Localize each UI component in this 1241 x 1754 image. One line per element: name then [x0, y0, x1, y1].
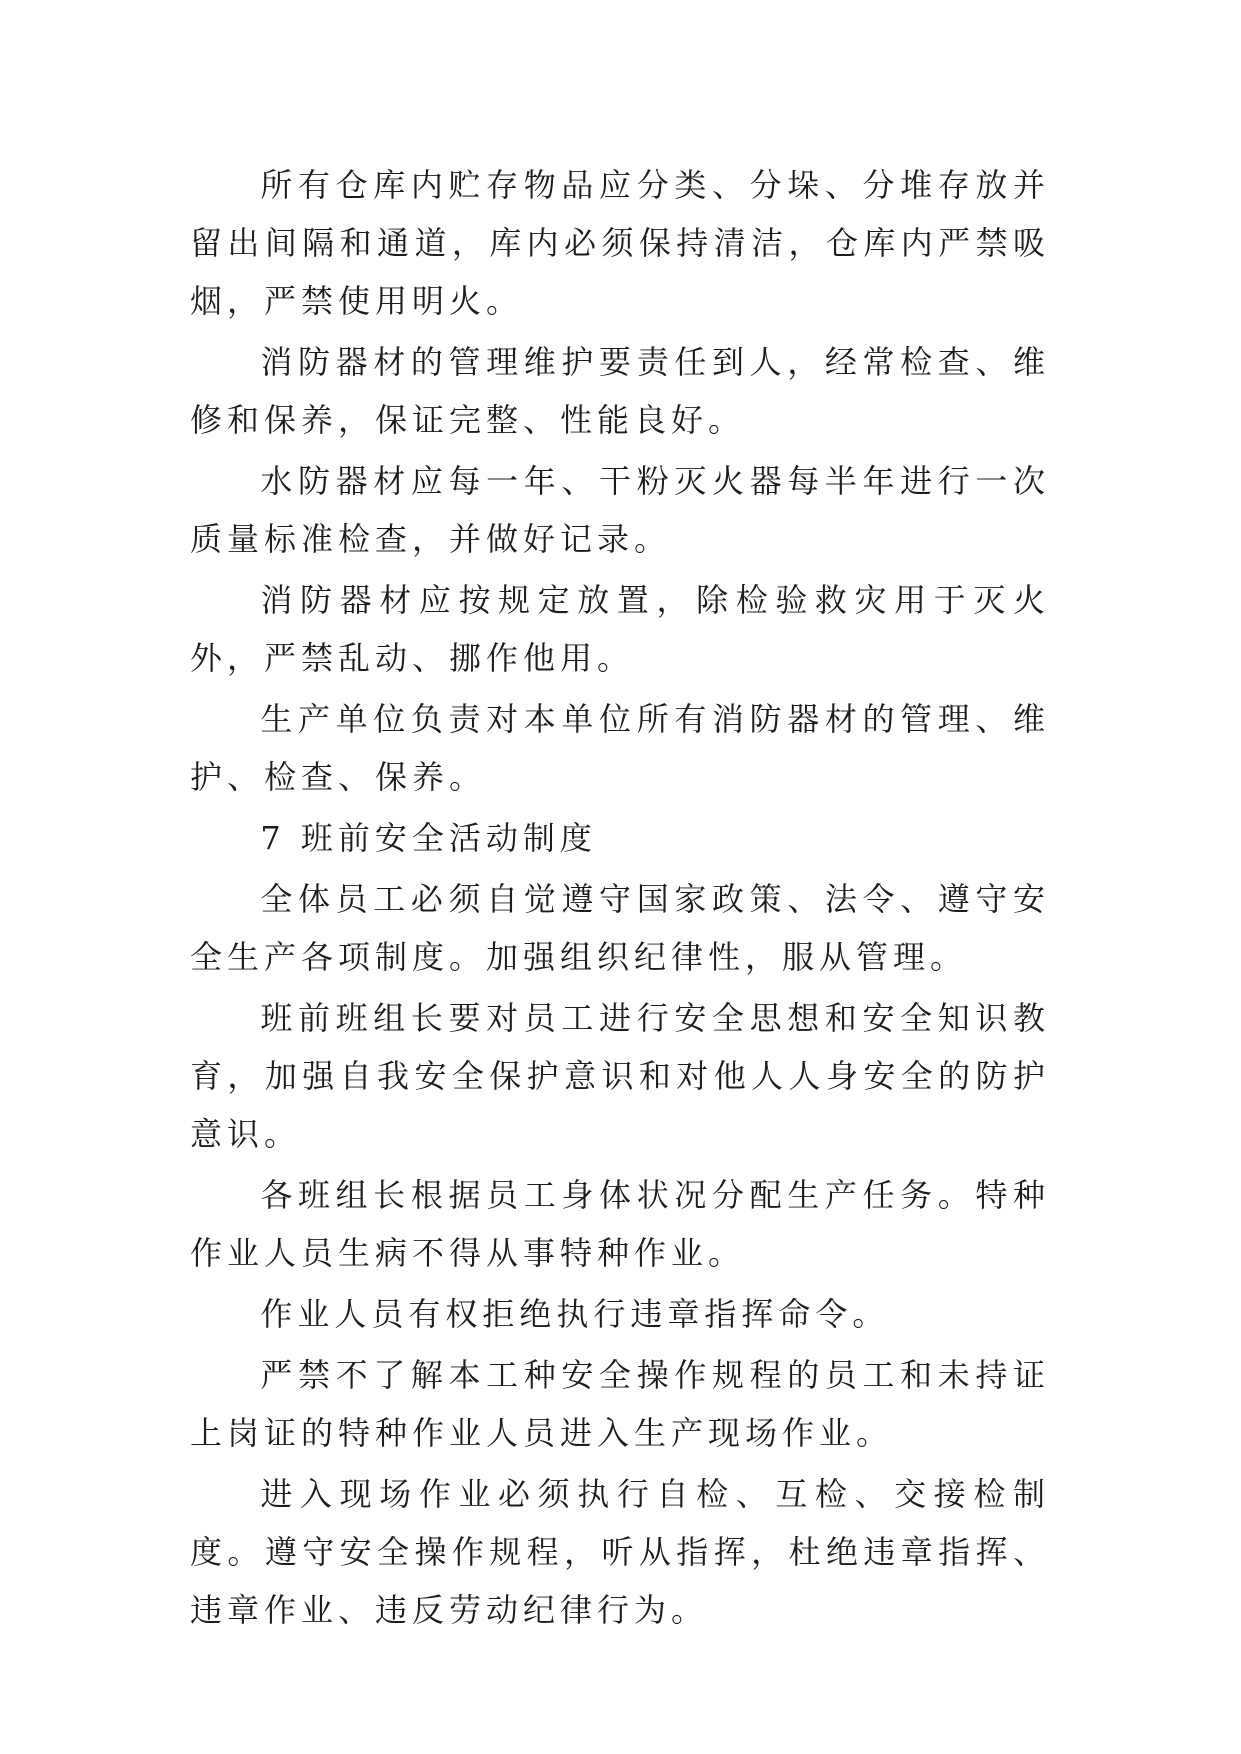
- paragraph: 进入现场作业必须执行自检、互检、交接检制度。遵守安全操作规程，听从指挥，杜绝违章指挥、违章作业、违反劳动纪律行为。: [190, 1475, 1050, 1629]
- section-heading: 7 班前安全活动制度: [260, 819, 597, 857]
- paragraph: 消防器材的管理维护要责任到人，经常检查、维修和保养，保证完整、性能良好。: [190, 343, 1050, 439]
- paragraph: 消防器材应按规定放置，除检验救灾用于灭火外，严禁乱动、挪作他用。: [190, 581, 1050, 677]
- document-body: [190, 156, 1050, 1642]
- paragraph: 全体员工必须自觉遵守国家政策、法令、遵守安全生产各项制度。加强组织纪律性，服从管理。: [190, 880, 1050, 976]
- paragraph: 作业人员有权拒绝执行违章指挥命令。: [260, 1295, 890, 1333]
- paragraph: 所有仓库内贮存物品应分类、分垛、分堆存放并留出间隔和通道，库内必须保持清洁，仓库内严禁吸烟，严禁使用明火。: [190, 166, 1050, 320]
- paragraph: 生产单位负责对本单位所有消防器材的管理、维护、检查、保养。: [190, 700, 1050, 796]
- paragraph: 水防器材应每一年、干粉灭火器每半年进行一次质量标准检查，并做好记录。: [190, 462, 1050, 558]
- paragraph: 各班组长根据员工身体状况分配生产任务。特种作业人员生病不得从事特种作业。: [190, 1176, 1050, 1272]
- paragraph: 班前班组长要对员工进行安全思想和安全知识教育，加强自我安全保护意识和对他人人身安全的防护意识。: [190, 999, 1050, 1153]
- paragraph: 严禁不了解本工种安全操作规程的员工和未持证上岗证的特种作业人员进入生产现场作业。: [190, 1356, 1050, 1452]
